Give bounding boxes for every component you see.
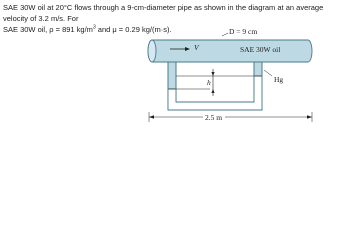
main-pipe	[148, 40, 312, 62]
h-arrow-top	[211, 72, 214, 76]
hg-leader	[264, 70, 272, 76]
length-arrow-left	[149, 115, 154, 118]
height-label: h	[207, 78, 211, 87]
manometer-fluid-label: Hg	[274, 75, 284, 84]
length-label: 2.5 m	[205, 113, 223, 122]
length-arrow-right	[307, 115, 312, 118]
diameter-leader	[222, 33, 228, 36]
h-arrow-bottom	[211, 89, 214, 93]
velocity-label: V	[194, 43, 199, 52]
problem-line-2-sup: 3	[92, 24, 96, 31]
pipe-left-end	[148, 40, 156, 62]
fluid-label: SAE 30W oil	[240, 45, 281, 54]
problem-line-2-prefix: SAE 30W oil, ρ = 891 kg/m	[3, 25, 93, 34]
diameter-label: D = 9 cm	[229, 27, 258, 36]
problem-line-1: SAE 30W oil at 20°C flows through a 9-cm-diameter pipe as shown in the diagram at an average velocity of 3.2 m/s. For	[3, 3, 324, 23]
mercury-region	[168, 76, 262, 110]
problem-line-2-suffix: and μ = 0.29 kg/(m·s).	[95, 25, 172, 34]
